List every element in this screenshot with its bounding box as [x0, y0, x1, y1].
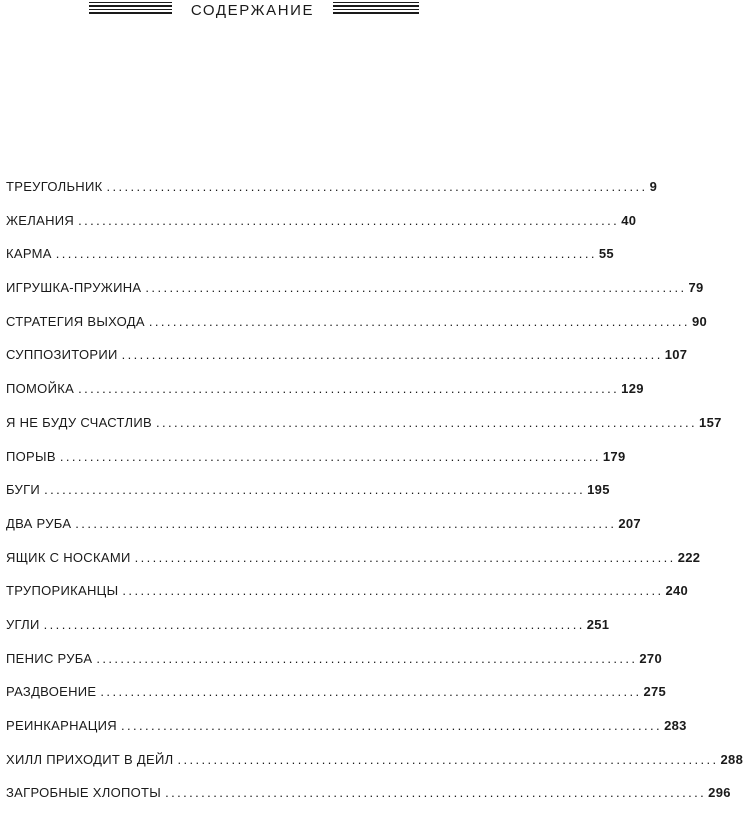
toc-entry[interactable]: [6, 276, 704, 310]
toc-entry-title: УГЛИ: [6, 616, 40, 632]
toc-entry[interactable]: [6, 748, 743, 782]
toc-dot-leader: ..........................................................................................: [148, 313, 690, 329]
toc-entry-title: ЗАГРОБНЫЕ ХЛОПОТЫ: [6, 785, 162, 801]
toc-entry-title: КАРМА: [6, 246, 52, 262]
toc-entry-page: 195: [587, 482, 610, 498]
toc-entry-page: 79: [688, 280, 704, 296]
toc-entry[interactable]: [6, 377, 644, 411]
toc-entry-title: ИГРУШКА-ПРУЖИНА: [6, 280, 142, 296]
toc-entry-page: 207: [618, 515, 641, 531]
toc-entry-title: ПОРЫВ: [6, 448, 56, 464]
toc-entry[interactable]: [6, 310, 708, 344]
toc-dot-leader: ..........................................................................................: [106, 179, 648, 194]
toc-entry[interactable]: [6, 512, 641, 546]
toc-dot-leader: ..........................................................................................: [121, 718, 663, 733]
toc-dot-leader: ..........................................................................................: [55, 246, 597, 262]
toc-entry-page: 90: [691, 313, 708, 329]
toc-entry-title: СУППОЗИТОРИИ: [6, 347, 118, 363]
toc-entry[interactable]: [6, 343, 688, 377]
toc-dot-leader: ..........................................................................................: [155, 414, 698, 430]
toc-dot-leader: ..........................................................................................: [122, 583, 664, 599]
toc-entry-page: 296: [708, 785, 731, 801]
toc-dot-leader: ..........................................................................................: [59, 448, 601, 464]
toc-entry[interactable]: [6, 781, 731, 815]
toc-entry-title: ТРЕУГОЛЬНИК: [6, 179, 103, 194]
toc-entry-title: СТРАТЕГИЯ ВЫХОДА: [6, 313, 145, 329]
toc-entry-page: 55: [598, 246, 614, 262]
header-rule-right: [333, 2, 419, 14]
toc-entry[interactable]: [6, 175, 658, 209]
toc-entry[interactable]: [6, 647, 662, 681]
toc-entry[interactable]: [6, 411, 722, 445]
toc-entry-page: 157: [699, 414, 722, 430]
toc-entry-title: ЯЩИК С НОСКАМИ: [6, 549, 131, 565]
toc-entry[interactable]: [6, 546, 701, 580]
toc-dot-leader: ..........................................................................................: [96, 650, 638, 666]
toc-entry-title: ПЕНИС РУБА: [6, 650, 93, 666]
toc-entry-page: 179: [602, 448, 626, 464]
toc-entry[interactable]: [6, 209, 637, 243]
toc-entry-page: 129: [621, 381, 644, 397]
page-header: [0, 0, 509, 26]
toc-dot-leader: ..........................................................................................: [75, 515, 617, 531]
toc-entry-page: 270: [639, 650, 662, 666]
toc-dot-leader: ..........................................................................................: [78, 212, 620, 228]
toc-entry-page: 40: [621, 212, 637, 228]
toc-entry[interactable]: [6, 714, 687, 748]
toc-entry-page: 222: [677, 549, 701, 565]
toc-dot-leader: ..........................................................................................: [43, 616, 585, 632]
toc-entry-title: ДВА РУБА: [6, 515, 72, 531]
toc-dot-leader: ..........................................................................................: [177, 751, 719, 767]
table-of-contents: [6, 175, 743, 815]
toc-entry-title: ЖЕЛАНИЯ: [6, 212, 75, 228]
toc-entry-title: РАЗДВОЕНИЕ: [6, 684, 97, 700]
toc-dot-leader: ..........................................................................................: [165, 785, 707, 801]
toc-entry-page: 288: [720, 751, 743, 767]
toc-entry-page: 9: [649, 179, 658, 194]
toc-dot-leader: ..........................................................................................: [78, 381, 620, 397]
header-rule-left: [89, 2, 172, 14]
toc-entry-page: 107: [664, 347, 688, 363]
toc-entry-page: 251: [586, 616, 610, 632]
toc-dot-leader: ..........................................................................................: [44, 482, 586, 498]
toc-entry-title: БУГИ: [6, 482, 41, 498]
toc-dot-leader: ..........................................................................................: [121, 347, 663, 363]
toc-dot-leader: ..........................................................................................: [134, 549, 676, 565]
toc-entry[interactable]: [6, 478, 610, 512]
toc-entry[interactable]: [6, 579, 689, 613]
toc-entry[interactable]: [6, 242, 614, 276]
toc-entry-title: ПОМОЙКА: [6, 381, 75, 397]
toc-entry[interactable]: [6, 445, 626, 479]
toc-entry[interactable]: [6, 613, 610, 647]
toc-entry-page: 283: [664, 718, 687, 733]
toc-dot-leader: ..........................................................................................: [145, 280, 687, 296]
toc-entry-title: Я НЕ БУДУ СЧАСТЛИВ: [6, 414, 152, 430]
toc-entry-page: 275: [643, 684, 667, 700]
toc-entry-title: ХИЛЛ ПРИХОДИТ В ДЕЙЛ: [6, 751, 174, 767]
toc-entry-title: ТРУПОРИКАНЦЫ: [6, 583, 119, 599]
toc-entry-page: 240: [665, 583, 689, 599]
toc-entry[interactable]: [6, 680, 667, 714]
page-title: СОДЕРЖАНИЕ: [190, 2, 315, 19]
toc-dot-leader: ..........................................................................................: [100, 684, 642, 700]
toc-entry-title: РЕИНКАРНАЦИЯ: [6, 718, 117, 733]
